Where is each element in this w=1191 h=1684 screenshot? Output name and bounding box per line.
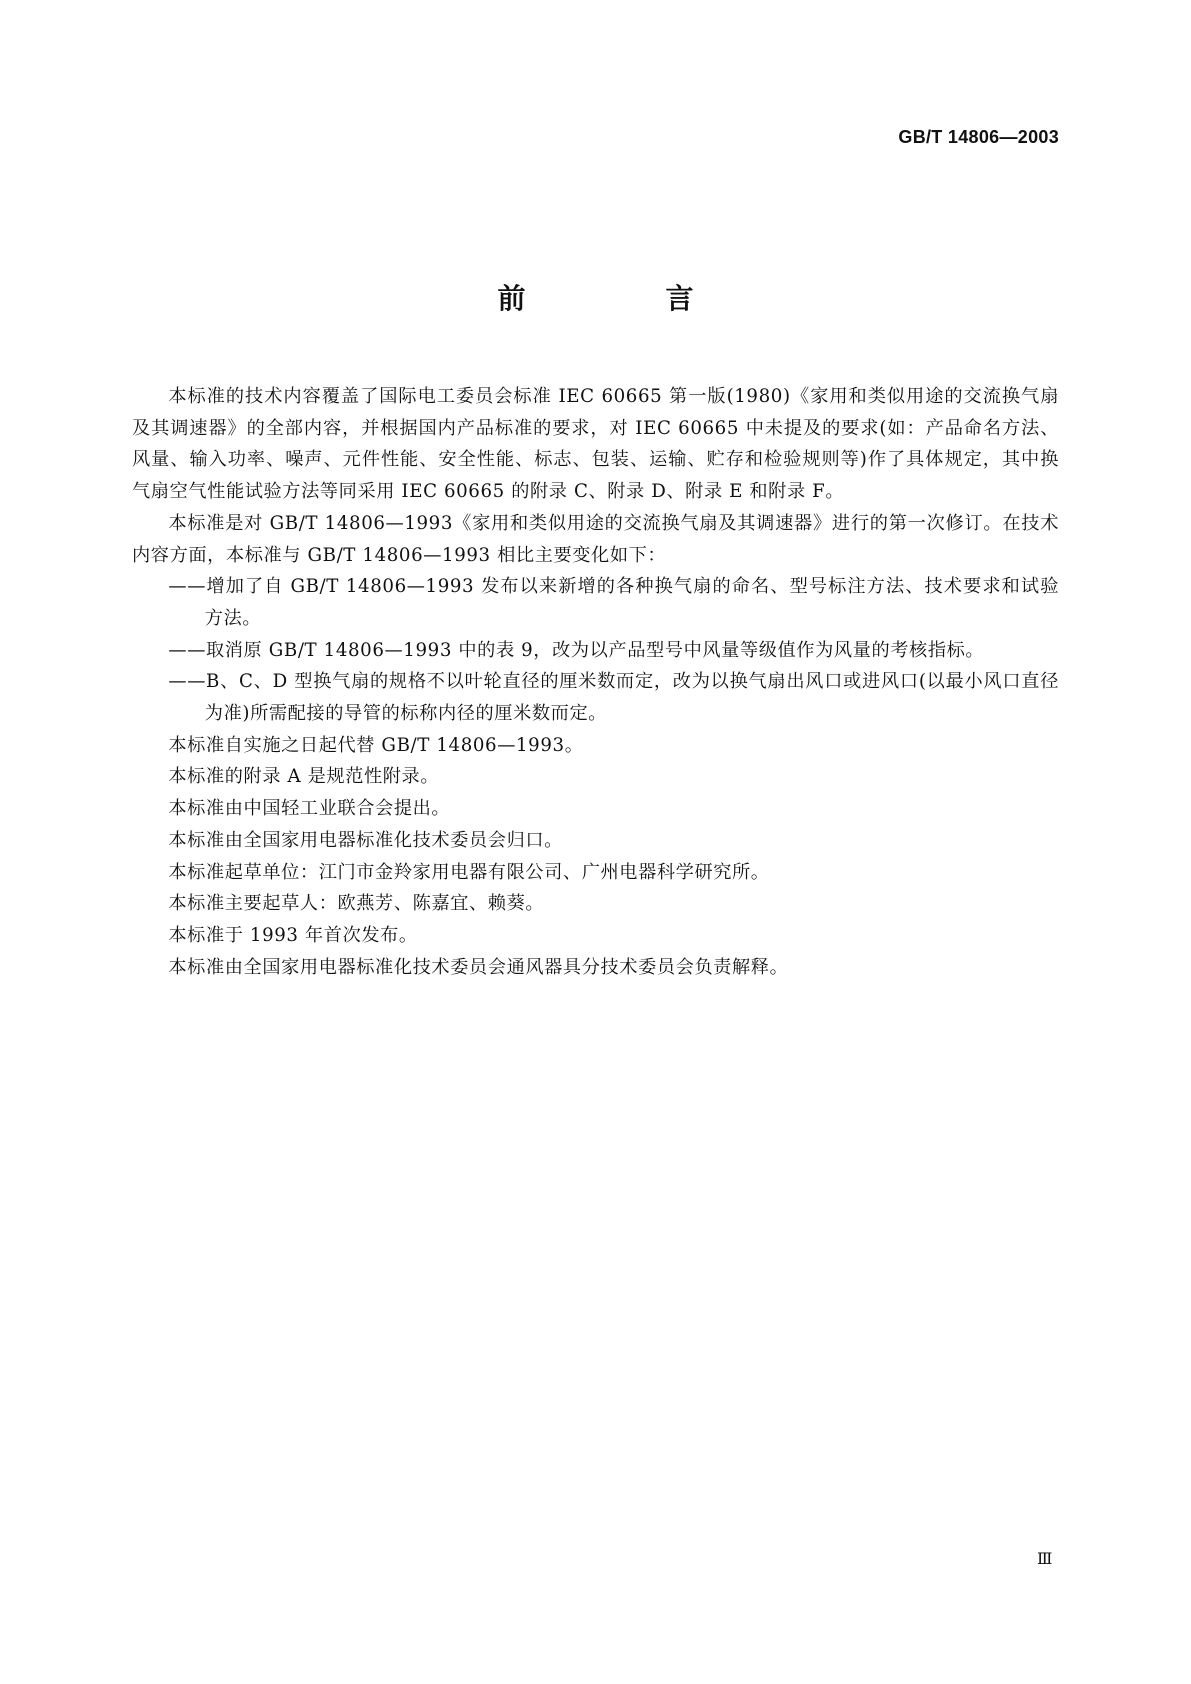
statement-annex: 本标准的附录 A 是规范性附录。: [168, 766, 440, 788]
statement-proposer: 本标准由中国轻工业联合会提出。: [168, 798, 451, 820]
change-item: ——B、C、D 型换气扇的规格不以叶轮直径的厘米数而定，改为以换气扇出风口或进风口(以最小风口直径为准)所需配接的导管的标称内径的厘米数而定。: [168, 671, 1059, 725]
statement-drafters: 本标准主要起草人：欧燕芳、陈嘉宜、赖葵。: [168, 893, 545, 915]
paragraph-scope: 本标准的技术内容覆盖了国际电工委员会标准 IEC 60665 第一版(1980)《家用和类似用途的交流换气扇及其调速器》的全部内容，并根据国内产品标准的要求，对 IEC 60665 中未提及的要求(如：产品命名方法、风量、输入功率、噪声、元件性能、安全性能、标志、包装、运输、贮存和检验规则等)作了具体规定，其中换气扇空气性能试验方法等同采用 IEC 60665 的附录 C、附录 D、附录 E 和附录 F。: [132, 386, 1059, 503]
page-number: Ⅲ: [1037, 1549, 1053, 1568]
foreword-body: [132, 381, 1059, 983]
paragraph-revision: 本标准是对 GB/T 14806—1993《家用和类似用途的交流换气扇及其调速器》进行的第一次修订。在技术内容方面，本标准与 GB/T 14806—1993 相比主要变化如下：: [132, 512, 1059, 566]
statement-first-release: 本标准于 1993 年首次发布。: [168, 924, 418, 946]
statement-replaces: 本标准自实施之日起代替 GB/T 14806—1993。: [168, 734, 584, 756]
statement-administrator: 本标准由全国家用电器标准化技术委员会归口。: [168, 829, 563, 851]
statement-interpretation: 本标准由全国家用电器标准化技术委员会通风器具分技术委员会负责解释。: [168, 956, 789, 978]
statement-drafting-units: 本标准起草单位：江门市金羚家用电器有限公司、广州电器科学研究所。: [168, 861, 770, 883]
page-title: 前 言: [497, 282, 750, 315]
change-item: ——增加了自 GB/T 14806—1993 发布以来新增的各种换气扇的命名、型号标注方法、技术要求和试验方法。: [168, 576, 1059, 629]
standard-code: GB/T 14806—2003: [898, 127, 1059, 147]
change-item: ——取消原 GB/T 14806—1993 中的表 9，改为以产品型号中风量等级值作为风量的考核指标。: [168, 639, 985, 661]
